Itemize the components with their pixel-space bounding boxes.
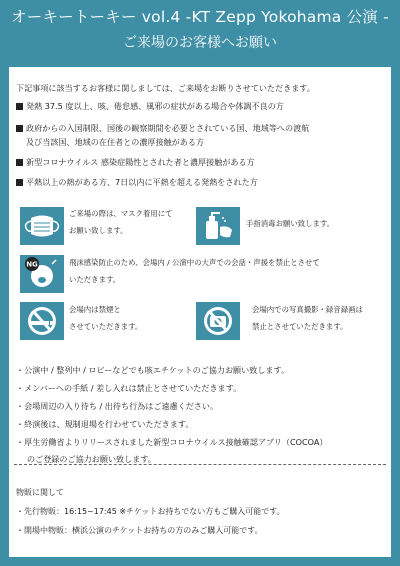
note-item: ・会場周辺の入り待ち / 出待ち行為はご遠慮ください。 [16,401,219,411]
divider [14,464,386,465]
bullet-square-icon [16,125,23,132]
pictogram-text-no-camera: 会場内での写真撮影・録音録画は 禁止とさせていただきます。 [252,305,363,331]
pictogram-text-no-smoking: 会場内は禁煙と させていただきます。 [69,305,143,331]
note-item: ・メンバーへの手紙 / 差し入れは禁止とさせていただきます。 [16,383,242,393]
pictogram-text-no-talking: 飛沫感染防止のため、会場内 / 公演中の大声での会話・声援を禁止とさせて いただきます。 [69,258,320,284]
bullet-square-icon [16,179,23,186]
pictogram-text-mask: ご来場の際は、マスク着用にて お願い致します。 [69,209,173,235]
note-item: ・公演中 / 整列中 / ロビーなどでも咳エチケットのご協力お願い致します。 [16,365,290,375]
note-item: ・終演後は、規制退場を行わせていただきます。 [16,419,194,429]
bullet-square-icon [16,159,23,166]
condition-item: 発熱 37.5 度以上、咳、倦怠感、風邪の症状がある場合や体調不良の方 [16,100,388,112]
page-subtitle: ご来場のお客様へお願い [123,35,277,51]
page-title: オーキートーキー vol.4 -KT Zepp Yokohama 公演 - [11,8,389,26]
note-item-continuation: のご登録のご協力お願い致します。 [27,454,156,464]
ng-badge: NG [26,260,38,269]
no-talking-icon [20,255,64,293]
intro-text: 下記事項に該当するお客様に関しましては、ご来場をお断りさせていただきます。 [16,83,315,93]
mask-icon [20,207,64,245]
condition-item: 政府からの入国制限、国後の観察期間を必要とされている国、地域等への渡航 [16,122,388,134]
pictogram-text-sanitizer: 手指消毒お願い致します。 [246,219,335,228]
bullet-square-icon [16,103,23,110]
notice-card [9,67,391,557]
hand-sanitizer-icon [196,207,240,245]
header [0,0,400,58]
no-smoking-icon [20,302,64,340]
merch-heading: 物販に関して [16,488,64,497]
merch-item: ・先行物販：16:15~17:45 ※チケットお持ちでない方もご購入可能です。 [16,507,285,516]
merch-item: ・開場中物販：横浜公演のチケットお持ちの方のみご購入可能です。 [16,526,263,535]
condition-item-continuation: 及び当該国、地域の在住者との濃厚接触がある方 [26,137,205,147]
condition-item: 平熱以上の熱がある方、7日以内に平熱を超える発熱をされた方 [16,176,388,188]
note-item: ・厚生労働省よりリリースされました新型コロナウイルス接触確認アプリ（COCOA） [16,437,328,447]
condition-item: 新型コロナウイルス 感染症陽性とされた者と濃厚接触がある方 [16,156,388,168]
no-camera-icon [196,302,240,340]
